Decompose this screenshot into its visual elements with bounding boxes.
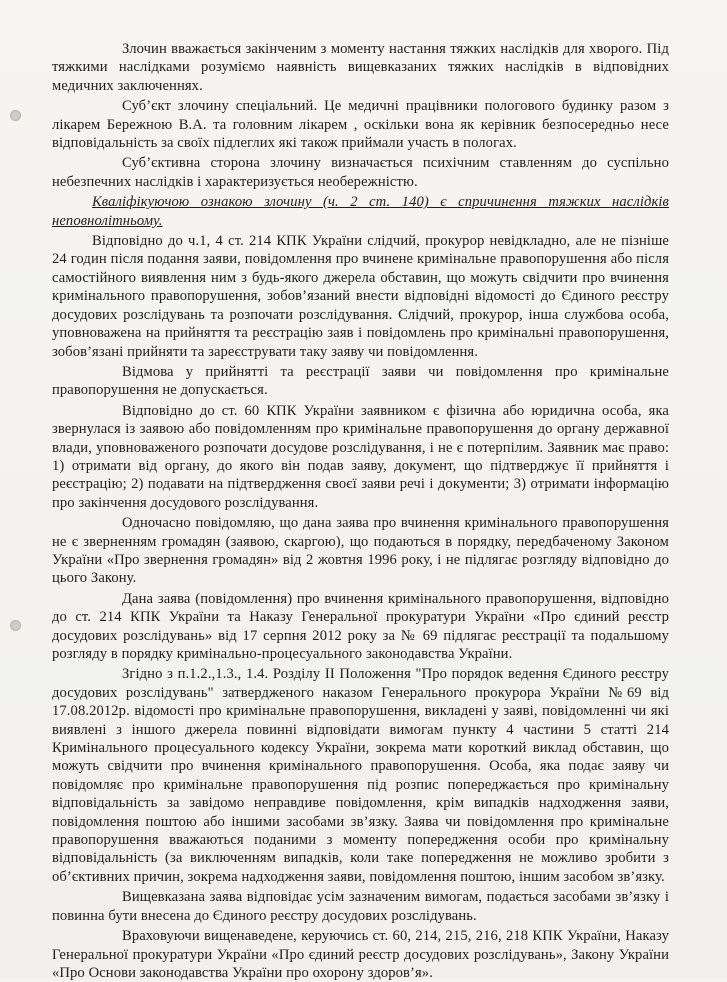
paragraph-registration: Дана заява (повідомлення) про вчинення кримінального правопорушення, відповідно до ст. 214 КПК України та Наказу Генеральної прокуратури України «Про єдиний реєстр досудових розслідувань» від 17 серпня 2012 року за № 69 підлягає реєстрації та подальшому розгляду в порядку кримінально-процесуального законодавства України.: [52, 590, 669, 662]
paragraph-regulation: Згідно з п.1.2.,1.3., 1.4. Розділу ІІ Положення "Про порядок ведення Єдиного реєстру досудових розслідувань" затвердженого наказом Генерального прокурора України №69 від 17.08.2012р. відомості про кримінальне правопорушення, викладені у заяві, повідомленні чи які виявлені з іншого джерела повинні відповідати вимогам пункту 4 частини 5 статті 214 Кримінального процесуального кодексу України, зокрема мати короткий виклад обставин, що можуть свідчити про вчинення кримінального правопорушення. Особа, яка подає заяву чи повідомляє про кримінальне правопорушення під розпис попереджається про кримінальну відповідальність за завідомо неправдиве повідомлення, крім випадків надходження заяви, повідомлення поштою або іншими засобами зв’язку. Заява чи повідомлення про кримінальне правопорушення вважаються поданими з моменту попередження особи про кримінальну відповідальність (за виключенням випадків, коли таке попередження не можливо зробити з об’єктивних причин, зокрема надходження заяви, повідомлення поштою, іншим засобом зв’язку.: [52, 666, 669, 885]
paragraph-meets-requirements: Вищевказана заява відповідає усім зазначеним вимогам, подається засобами зв’язку і повинна бути внесена до Єдиного реєстру досудових розслідувань.: [52, 889, 669, 924]
paragraph-not-citizens-appeal: Одночасно повідомляю, що дана заява про вчинення кримінального правопорушення не є зверненням громадян (заявою, скаргою), що подаються в порядку, передбаченому Законом України «Про звернення громадян» від 2 жовтня 1996 року, і не підлягає розгляду відповідно до цього Закону.: [52, 515, 669, 587]
paragraph-qualifying-feature: Кваліфікуючою ознакою злочину (ч. 2 ст. 140) є спричинення тяжких наслідків неповнолітньому.: [52, 194, 669, 229]
paragraph-art-214: Відповідно до ч.1, 4 ст. 214 КПК України слідчий, прокурор невідкладно, але не пізніше 24 годин після подання заяви, повідомлення про вчинене кримінальне правопорушення або після самостійного виявлення ним з будь-якого джерела обставин, що можуть свідчити про вчинення кримінального правопорушення, зобов’язаний внести відповідні відомості до Єдиного реєстру досудових розслідувань та розпочати розслідування. Слідчий, прокурор, інша службова особа, уповноважена на прийняття та реєстрацію заяв і повідомлень про кримінальні правопорушення, зобов’язані прийняти та зареєструвати таку заяву чи повідомлення.: [52, 233, 669, 360]
paragraph-subject: Суб’єкт злочину спеціальний. Це медичні працівники пологового будинку разом з лікарем Бережною В.А. та головним лікарем , оскільки вона як керівник безпосередньо несе відповідальність за своїх підлеглих які також приймали участь в пологах.: [52, 98, 669, 152]
punch-hole: [10, 620, 21, 631]
paragraph-art-60: Відповідно до ст. 60 КПК України заявником є фізична або юридична особа, яка звернулася із заявою або повідомленням про кримінальне правопорушення до органу державної влади, уповноваженого розпочати досудове розслідування, і не є потерпілим. Заявник має право: 1) отримати від органу, до якого він подав заяву, документ, що підтверджує її прийняття і реєстрацію; 2) подавати на підтвердження своєї заяви речі і документи; 3) отримати інформацію про закінчення досудового розслідування.: [52, 402, 669, 511]
paragraph-refusal: Відмова у прийнятті та реєстрації заяви чи повідомлення про кримінальне правопорушення не допускається.: [52, 363, 669, 399]
paragraph-crime-completion: Злочин вважається закінченим з моменту настання тяжких наслідків для хворого. Під тяжкими наслідками розуміємо наявність вищевказаних тяжких наслідків в відповідних медичних заключеннях.: [52, 41, 669, 94]
paragraph-subjective-side: Суб’єктивна сторона злочину визначається психічним ставленням до суспільно небезпечних наслідків і характеризується необережністю.: [52, 155, 669, 190]
paragraph-conclusion: Враховуючи вищенаведене, керуючись ст. 60, 214, 215, 216, 218 КПК України, Наказу Генеральної прокуратури України «Про єдиний реєстр досудових розслідувань», Закону України «Про Основи законодавства України про охорону здоров’я».: [52, 928, 669, 981]
punch-hole: [10, 110, 21, 121]
